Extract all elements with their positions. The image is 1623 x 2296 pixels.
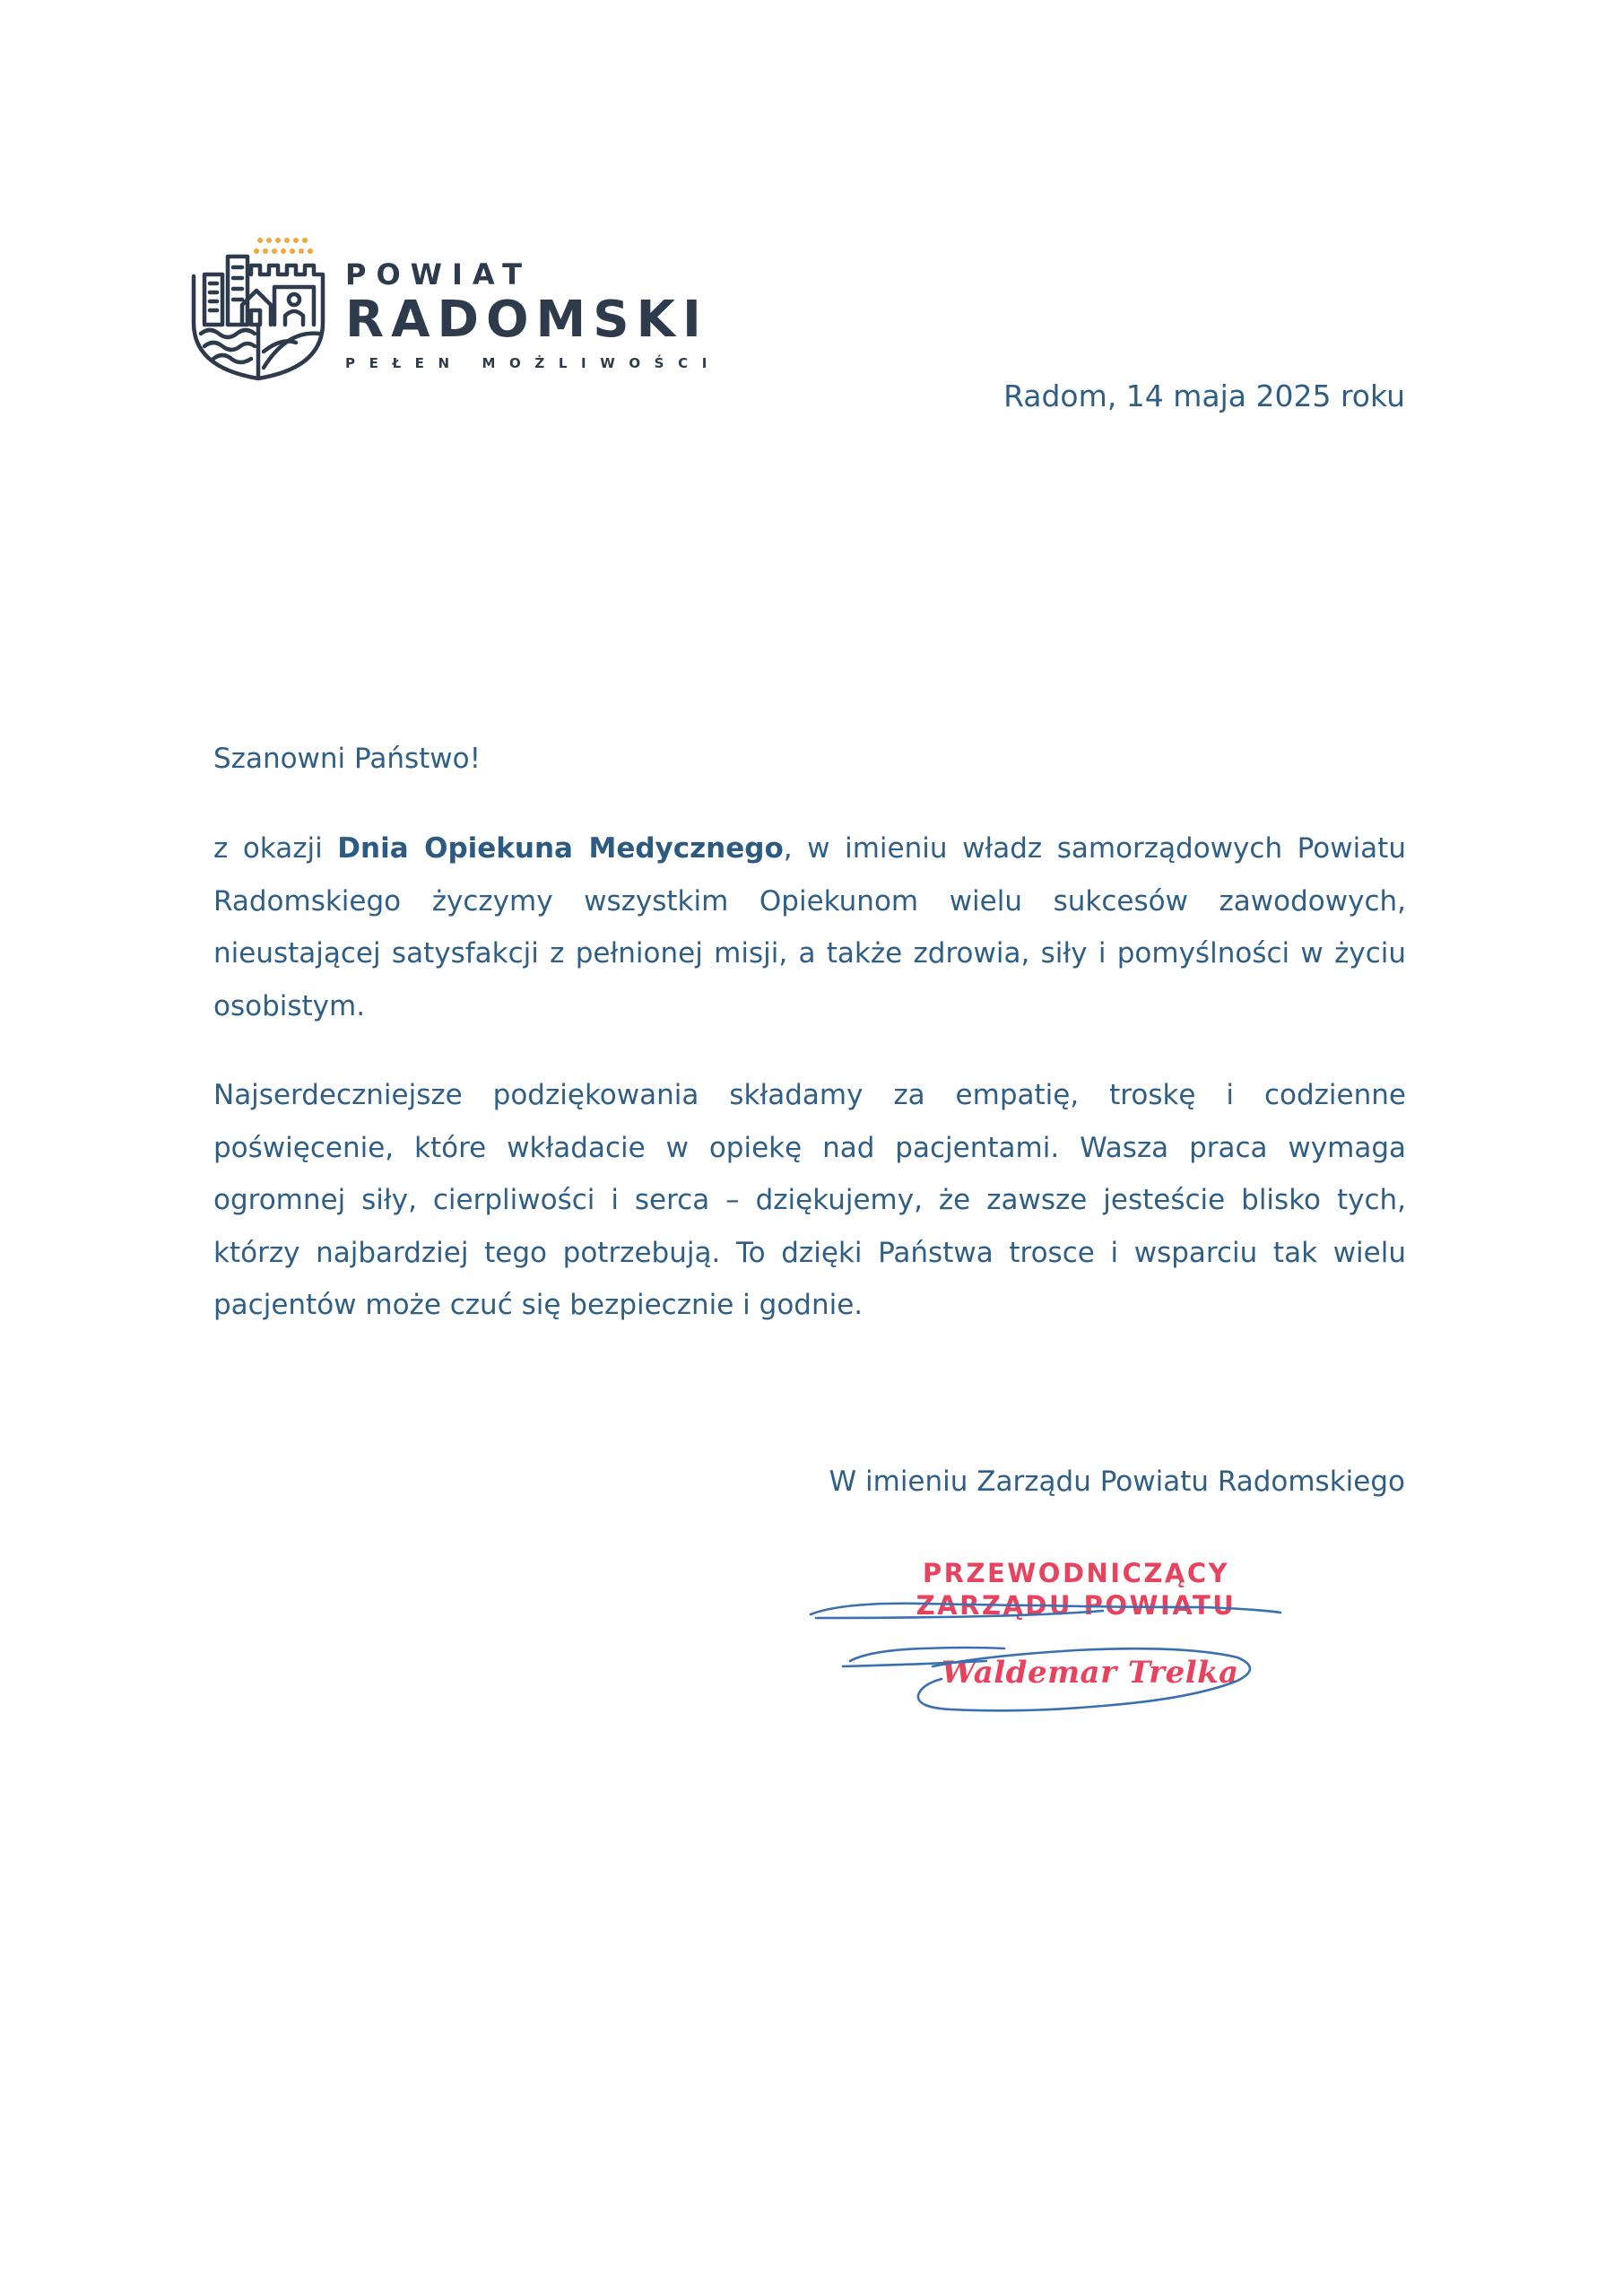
paragraph-1-wishes: , w imieniu władz samorządowych Powiatu Radomskiego życzymy wszystkim Opiekunom wielu sukcesów zawodowych, nieustającej satysfakcji z pełnionej misji, a także zdrowia, siły i pomyślności w życiu osobistym.: [213, 832, 1406, 1022]
stamp-title-line-2: ZARZĄDU POWIATU: [916, 1590, 1237, 1621]
logo-motto-text: PEŁEN MOŻLIWOŚCI: [345, 355, 721, 371]
powiat-radomski-logo: [188, 233, 726, 386]
logo-powiat-text: POWIAT: [345, 257, 532, 291]
stamp-title-line-1: PRZEWODNICZĄCY: [922, 1558, 1230, 1588]
salutation: Szanowni Państwo!: [213, 743, 482, 775]
city-emblem-icon: [188, 233, 332, 386]
handwritten-signature: [807, 1578, 1309, 1731]
paragraph-2: Najserdeczniejsze podziękowania składamy za empatię, troskę i codzienne poświęcenie, które wkładacie w opiekę nad pacjentami. Wasza praca wymaga ogromnej siły, cierpliwości i serca – dziękujemy, że zawsze jesteście blisko tych, którzy najbardziej tego potrzebują. To dzięki Państwa trosce i wsparciu tak wielu pacjentów może czuć się bezpiecznie i godnie.: [213, 1079, 1406, 1321]
paragraph-1: [213, 822, 1406, 1032]
closing-line: W imieniu Zarządu Powiatu Radomskiego: [829, 1465, 1405, 1498]
logo-radomski-text: RADOMSKI: [345, 291, 708, 349]
stamp-signatory-name: Waldemar Trelka: [942, 1655, 1239, 1691]
paragraph-1-occasion: Dnia Opiekuna Medycznego: [337, 832, 784, 865]
paragraph-1-intro: z okazji: [213, 832, 338, 865]
letter-date: Radom, 14 maja 2025 roku: [1003, 378, 1405, 413]
